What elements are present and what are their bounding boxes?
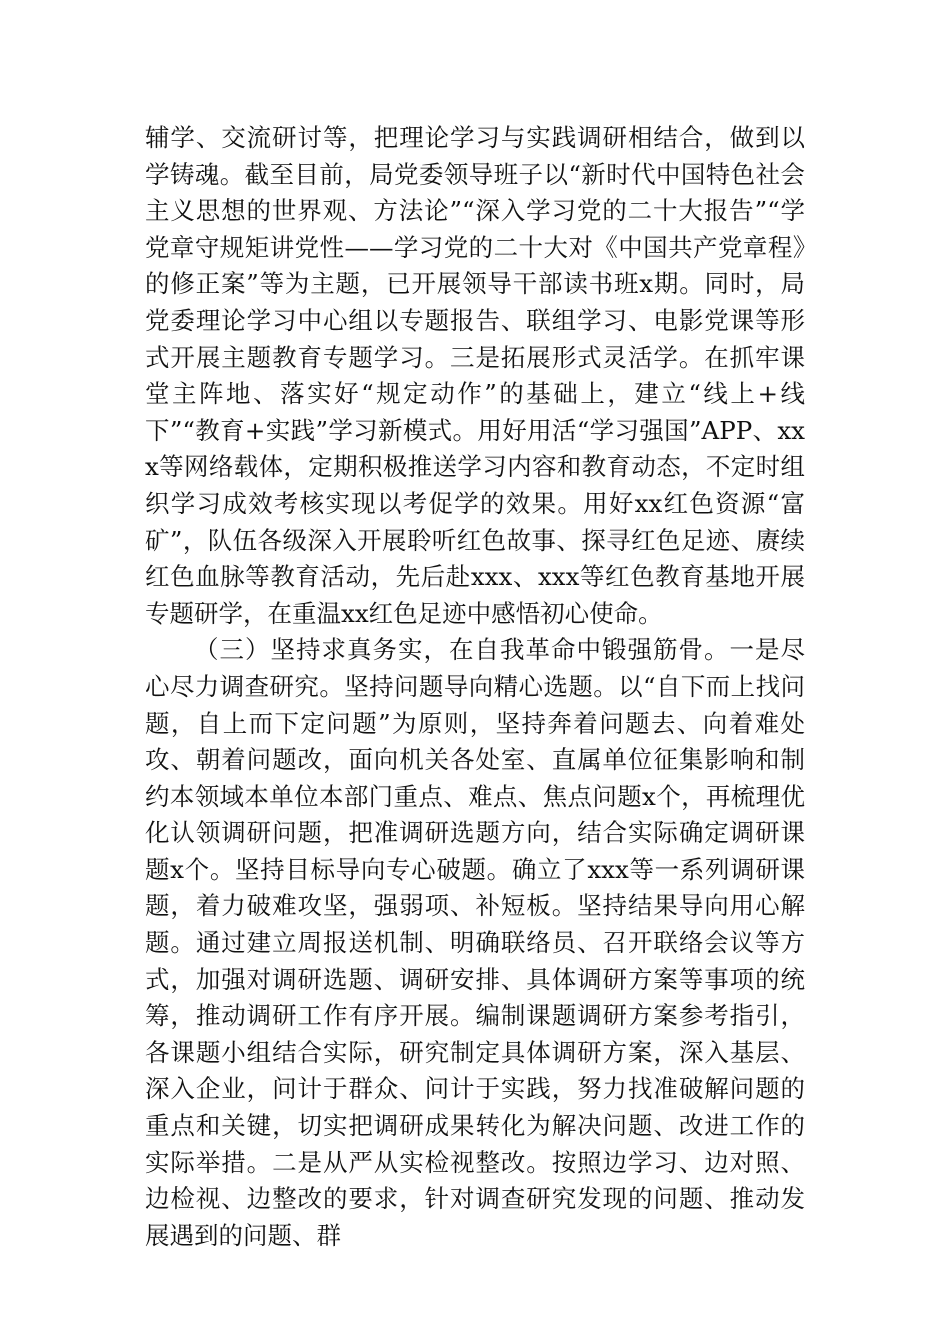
document-body [145, 120, 805, 1254]
paragraph-continued-study-section: 辅学、交流研讨等，把理论学习与实践调研相结合，做到以学铸魂。截至目前，局党委领导班子以“新时代中国特色社会主义思想的世界观、方法论”“深入学习党的二十大报告”“学党章守规矩讲党性——学习党的二十大对《中国共产党章程》的修正案”等为主题，已开展领导干部读书班x期。同时，局党委理论学习中心组以专题报告、联组学习、电影党课等形式开展主题教育专题学习。三是拓展形式灵活学。在抓牢课堂主阵地、落实好“规定动作”的基础上，建立“线上+线下”“教育+实践”学习新模式。用好用活“学习强国”APP、xxx等网络载体，定期积极推送学习内容和教育动态，不定时组织学习成效考核实现以考促学的效果。用好xx红色资源“富矿”，队伍各级深入开展聆听红色故事、探寻红色足迹、赓续红色血脉等教育活动，先后赴xxx、xxx等红色教育基地开展专题研学，在重温xx红色足迹中感悟初心使命。 [145, 123, 805, 628]
paragraph-section-three: （三）坚持求真务实，在自我革命中锻强筋骨。一是尽心尽力调查研究。坚持问题导向精心选题。以“自下而上找问题，自上而下定问题”为原则，坚持奔着问题去、向着难处攻、朝着问题改，面向机关各处室、直属单位征集影响和制约本领域本单位本部门重点、难点、焦点问题x个，再梳理优化认领调研问题，把准调研选题方向，结合实际确定调研课题x个。坚持目标导向专心破题。确立了xxx等一系列调研课题，着力破难攻坚，强弱项、补短板。坚持结果导向用心解题。通过建立周报送机制、明确联络员、召开联络会议等方式，加强对调研选题、调研安排、具体调研方案等事项的统筹，推动调研工作有序开展。编制课题调研方案参考指引，各课题小组结合实际，研究制定具体调研方案，深入基层、深入企业，问计于群众、问计于实践，努力找准破解问题的重点和关键，切实把调研成果转化为解决问题、改进工作的实际举措。二是从严从实检视整改。按照边学习、边对照、边检视、边整改的要求，针对调查研究发现的问题、推动发展遇到的问题、群 [145, 635, 805, 1250]
